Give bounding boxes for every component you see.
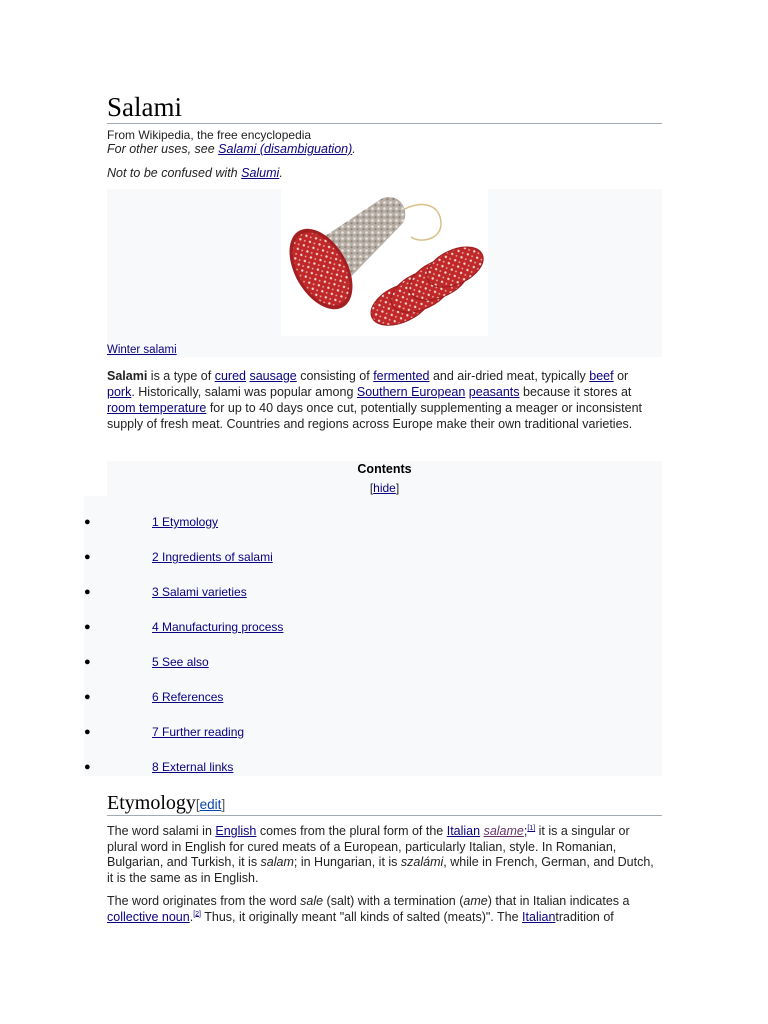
section-title: Etymology: [107, 792, 196, 814]
section-divider: [107, 815, 662, 816]
para-text: it is a singular or plural word in English for cured meats of a European, particularly Italian, style. In Romanian, Bulgarian, and Turkish, it is: [107, 824, 630, 869]
toc-link[interactable]: 8 External links: [152, 760, 234, 774]
toc-item-etymology: [84, 514, 484, 530]
toc-link[interactable]: 3 Salami varieties: [152, 585, 247, 599]
room-temperature-link[interactable]: room temperature: [107, 401, 207, 415]
para-text: Thus, it originally meant "all kinds of salted (meats)". The: [200, 909, 523, 924]
italian-link[interactable]: Italian: [446, 824, 481, 838]
etymology-paragraph-2: [107, 894, 659, 925]
english-link[interactable]: English: [215, 824, 257, 838]
lead-paragraph: [107, 368, 647, 432]
page-title: Salami: [107, 92, 182, 122]
edit-bracket: [: [195, 797, 200, 812]
edit-bracket: ]: [221, 797, 226, 812]
toc-item-further-reading: [84, 724, 484, 740]
toc-item-ingredients: [84, 549, 484, 565]
salami-image[interactable]: [281, 189, 488, 336]
etymology-paragraph-1: [107, 824, 659, 886]
para-text: .: [189, 909, 194, 924]
figure-caption-link[interactable]: Winter salami: [107, 344, 177, 356]
bullet-icon: ●: [84, 516, 91, 528]
bullet-icon: ●: [84, 761, 91, 773]
lead-text: consisting of: [296, 369, 374, 383]
bullet-icon: ●: [84, 586, 91, 598]
para-text: ;: [523, 824, 528, 838]
fermented-link[interactable]: fermented: [373, 369, 430, 383]
cured-link[interactable]: cured: [214, 369, 246, 383]
infobox-figure: [107, 189, 662, 357]
beef-link[interactable]: beef: [589, 369, 614, 383]
hatnote-text: For other uses, see: [107, 142, 219, 156]
toc-item-see-also: [84, 654, 484, 670]
sausage-link[interactable]: sausage: [249, 369, 297, 383]
bullet-icon: ●: [84, 726, 91, 738]
tagline: From Wikipedia, the free encyclopedia: [107, 128, 312, 142]
bullet-icon: ●: [84, 691, 91, 703]
section-heading-etymology: [107, 790, 225, 818]
para-text: tradition of: [555, 909, 614, 924]
toc-item-external-links: [84, 759, 484, 775]
lead-text: and air-dried meat, typically: [429, 369, 590, 383]
para-italic: ame: [463, 894, 488, 908]
hatnote-other-uses: [107, 142, 356, 157]
title-divider: [107, 123, 662, 124]
lead-bold-term: Salami: [107, 369, 148, 383]
salame-link[interactable]: salame: [483, 824, 524, 838]
toc-link[interactable]: 5 See also: [152, 655, 209, 669]
hatnote-text: .: [352, 142, 356, 156]
toc-link[interactable]: 2 Ingredients of salami: [152, 550, 273, 564]
para-italic: szalámi: [400, 855, 444, 869]
toc-item-manufacturing: [84, 619, 484, 635]
para-text: The word salami in: [107, 824, 216, 838]
reference-1-link[interactable]: [1]: [527, 824, 536, 832]
pork-link[interactable]: pork: [107, 385, 132, 399]
para-italic: sale: [300, 894, 324, 908]
lead-text: is a type of: [147, 369, 215, 383]
para-text: (salt) with a termination (: [323, 894, 464, 908]
para-text: ) that in Italian indicates a: [487, 894, 630, 908]
toc-hide-link[interactable]: hide: [373, 481, 396, 495]
bullet-icon: ●: [84, 551, 91, 563]
reference-2-link[interactable]: [2]: [193, 910, 201, 918]
hatnote-not-confused: [107, 166, 283, 181]
collective-noun-link[interactable]: collective noun: [107, 909, 190, 924]
bullet-icon: ●: [84, 621, 91, 633]
salami-illustration: [281, 189, 488, 336]
lead-text: or: [613, 369, 629, 383]
toc-bracket: [: [369, 481, 374, 495]
para-text: comes from the plural form of the: [256, 824, 447, 838]
toc-link[interactable]: 1 Etymology: [152, 515, 219, 529]
toc-toggle: [107, 481, 662, 495]
bullet-icon: ●: [84, 656, 91, 668]
para-text: ; in Hungarian, it is: [293, 855, 401, 869]
edit-section-link[interactable]: edit: [199, 797, 222, 812]
para-text: The word originates from the word: [107, 894, 301, 908]
toc-title: Contents: [357, 462, 412, 476]
lead-text: for up to 40 days once cut, potentially supplementing a meager or inconsistent supply of fresh meat. Countries and regions across Europe make their own traditional varieties.: [107, 401, 643, 431]
toc-link[interactable]: 6 References: [152, 690, 224, 704]
lead-text: because it stores at: [519, 385, 632, 399]
toc-link[interactable]: 4 Manufacturing process: [152, 620, 284, 634]
edit-section: [196, 797, 225, 812]
hatnote-text: .: [279, 166, 283, 180]
toc-link[interactable]: 7 Further reading: [152, 725, 245, 739]
hatnote-text: Not to be confused with: [107, 166, 242, 180]
italian-link-2[interactable]: Italian: [522, 909, 556, 924]
toc-bracket: ]: [395, 481, 400, 495]
southern-european-link[interactable]: Southern European: [356, 385, 466, 399]
salumi-link[interactable]: Salumi: [241, 166, 280, 180]
peasants-link[interactable]: peasants: [468, 385, 520, 399]
salami-disambiguation-link[interactable]: Salami (disambiguation): [218, 142, 353, 156]
toc-item-varieties: [84, 584, 484, 600]
toc-item-references: [84, 689, 484, 705]
lead-text: . Historically, salami was popular among: [131, 385, 357, 399]
para-text: , while in French, German, and Dutch, it is the same as in English.: [107, 855, 654, 885]
para-italic: salam: [260, 855, 294, 869]
